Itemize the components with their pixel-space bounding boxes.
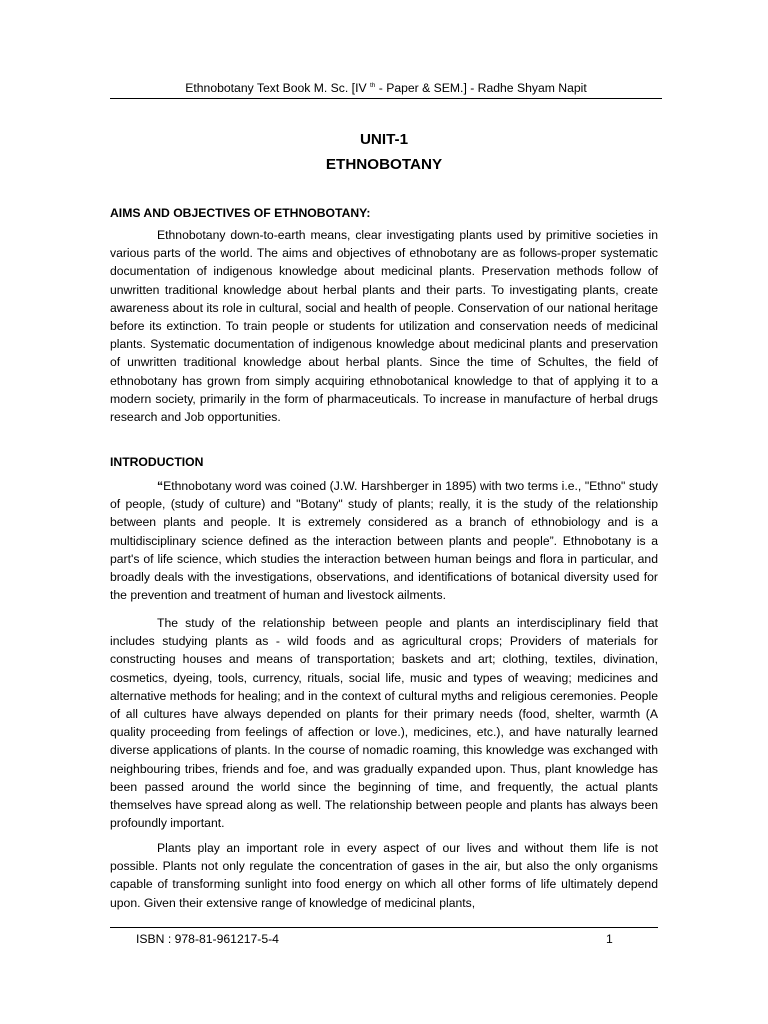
footer-isbn: ISBN : 978-81-961217-5-4 <box>136 932 279 946</box>
running-header <box>110 78 662 99</box>
introduction-paragraph-2: The study of the relationship between people and plants an interdisciplinary field that includes studying plants as - wild foods and as agricultural crops; Providers of materials for constructing houses and means of transportation; baskets and art; clothing, textiles, divination, cosmetics, dyeing, tools, currency, rituals, social life, music and types of weaving; medicines and alternative methods for healing; and in the context of cultural myths and religious ceremonies. People of all cultures have always depended on plants for their primary needs (food, shelter, warmth (A quality proceeding from feelings of affection or love.), medicines, etc.), and have naturally learned diverse applications of plants. In the course of nomadic roaming, this knowledge was exchanged with neighbouring tribes, friends and foe, and was gradually expanded upon. Thus, plant knowledge has been passed around the world since the beginning of time, and frequently, the actual plants themselves have spread along as well. The relationship between people and plants has always been profoundly important. <box>110 616 658 831</box>
footer-divider <box>110 927 658 928</box>
opening-quote: “ <box>157 479 164 493</box>
header-superscript: th <box>369 82 376 89</box>
header-text: Ethnobotany Text Book M. Sc. [IV <box>185 81 370 95</box>
introduction-paragraph-1-text: Ethnobotany word was coined (J.W. Harshberger in 1895) with two terms i.e., "Ethno" study of people, (study of culture) and "Botany" study of plants; really, it is the study of the relationship between plants and people. It is extremely considered as a branch of ethnobiology and is a multidisciplinary science defined as the interaction between plants and people”. Ethnobotany is a part's of life science, which studies the interaction between human beings and flora in particular, and broadly deals with the investigations, observations, and identifications of botanical diversity used for the prevention and treatment of human and livestock ailments. <box>110 479 658 603</box>
chapter-title: ETHNOBOTANY <box>325 156 443 173</box>
aims-heading: AIMS AND OBJECTIVES OF ETHNOBOTANY: <box>110 206 371 220</box>
unit-title: UNIT-1 <box>359 131 409 148</box>
page-number: 1 <box>606 932 613 946</box>
introduction-heading: INTRODUCTION <box>110 455 204 469</box>
introduction-paragraph-1 <box>110 477 658 604</box>
header-text-continued: - Paper & SEM.] - Radhe Shyam Napit <box>375 81 587 95</box>
aims-paragraph: Ethnobotany down-to-earth means, clear investigating plants used by primitive societies in various parts of the world. The aims and objectives of ethnobotany are as follows-proper systematic documentation of indigenous knowledge about medicinal plants. Preservation methods follow of unwritten traditional knowledge about herbal plants and their parts. To investigating plants, create awareness about its role in cultural, social and health of people. Conservation of our national heritage before its extinction. To train people or students for utilization and conservation needs of medicinal plants. Systematic documentation of indigenous knowledge about medicinal plants and preservation of unwritten traditional knowledge about herbal plants. Since the time of Schultes, the field of ethnobotany has grown from simply acquiring ethnobotanical knowledge to that of applying it to a modern society, primarily in the form of pharmaceuticals. To increase in manufacture of herbal drugs research and Job opportunities. <box>110 228 658 425</box>
introduction-paragraph-3: Plants play an important role in every aspect of our lives and without them life is not possible. Plants not only regulate the concentration of gases in the air, but also the only organisms capable of transforming sunlight into food energy on which all other forms of life ultimately depend upon. Given their extensive range of knowledge of medicinal plants, <box>110 841 658 910</box>
